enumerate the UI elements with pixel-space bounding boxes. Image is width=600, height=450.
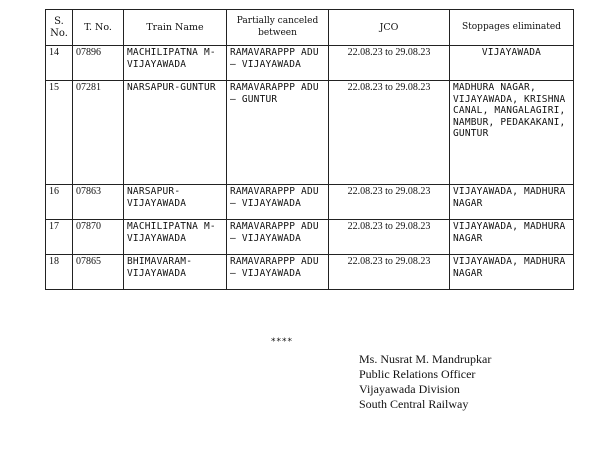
header-sno: S. No. <box>46 10 73 46</box>
cell-partial: RAMAVARAPPP ADU – VIJAYAWADA <box>227 185 329 220</box>
cell-stoppages: VIJAYAWADA, MADHURA NAGAR <box>450 185 574 220</box>
table-header-row <box>46 10 574 46</box>
cell-sno: 15 <box>46 81 73 185</box>
cell-jco: 22.08.23 to 29.08.23 <box>329 46 450 81</box>
signatory-title: Public Relations Officer <box>359 367 476 381</box>
cell-stoppages: VIJAYAWADA, MADHURA NAGAR <box>450 220 574 255</box>
table-row <box>46 255 574 290</box>
cell-train-name: NARSAPUR-VIJAYAWADA <box>124 185 227 220</box>
cell-jco: 22.08.23 to 29.08.23 <box>329 81 450 185</box>
cell-train-name: MACHILIPATNA M-VIJAYAWADA <box>124 220 227 255</box>
cell-stoppages: VIJAYAWADA <box>450 46 574 81</box>
cell-tno: 07863 <box>73 185 124 220</box>
table-row <box>46 185 574 220</box>
cell-sno: 14 <box>46 46 73 81</box>
trains-table <box>45 9 574 290</box>
cell-partial: RAMAVARAPPP ADU – VIJAYAWADA <box>227 220 329 255</box>
cell-jco: 22.08.23 to 29.08.23 <box>329 255 450 290</box>
cell-stoppages: MADHURA NAGAR, VIJAYAWADA, KRISHNA CANAL, MANGALAGIRI, NAMBUR, PEDAKAKANI, GUNTUR <box>450 81 574 185</box>
header-partially-canceled: Partially canceled between <box>227 10 329 46</box>
cell-jco: 22.08.23 to 29.08.23 <box>329 220 450 255</box>
cell-sno: 17 <box>46 220 73 255</box>
signatory-railway: South Central Railway <box>359 397 469 411</box>
header-tno: T. No. <box>73 10 124 46</box>
header-train-name: Train Name <box>124 10 227 46</box>
cell-train-name: BHIMAVARAM-VIJAYAWADA <box>124 255 227 290</box>
header-jco: JCO <box>329 10 450 46</box>
cell-partial: RAMAVARAPPP ADU – GUNTUR <box>227 81 329 185</box>
cell-tno: 07865 <box>73 255 124 290</box>
cell-tno: 07281 <box>73 81 124 185</box>
cell-partial: RAMAVARAPPP ADU – VIJAYAWADA <box>227 255 329 290</box>
signature-block <box>359 352 491 412</box>
table-row <box>46 46 574 81</box>
cell-train-name: MACHILIPATNA M-VIJAYAWADA <box>124 46 227 81</box>
cell-partial: RAMAVARAPPP ADU – VIJAYAWADA <box>227 46 329 81</box>
cell-sno: 18 <box>46 255 73 290</box>
signatory-division: Vijayawada Division <box>359 382 460 396</box>
cell-jco: 22.08.23 to 29.08.23 <box>329 185 450 220</box>
cell-sno: 16 <box>46 185 73 220</box>
section-separator: **** <box>271 337 293 347</box>
cell-tno: 07896 <box>73 46 124 81</box>
cell-tno: 07870 <box>73 220 124 255</box>
signatory-name: Ms. Nusrat M. Mandrupkar <box>359 352 492 366</box>
cell-train-name: NARSAPUR-GUNTUR <box>124 81 227 185</box>
header-stoppages: Stoppages eliminated <box>450 10 574 46</box>
cell-stoppages: VIJAYAWADA, MADHURA NAGAR <box>450 255 574 290</box>
table-row <box>46 81 574 185</box>
table-row <box>46 220 574 255</box>
